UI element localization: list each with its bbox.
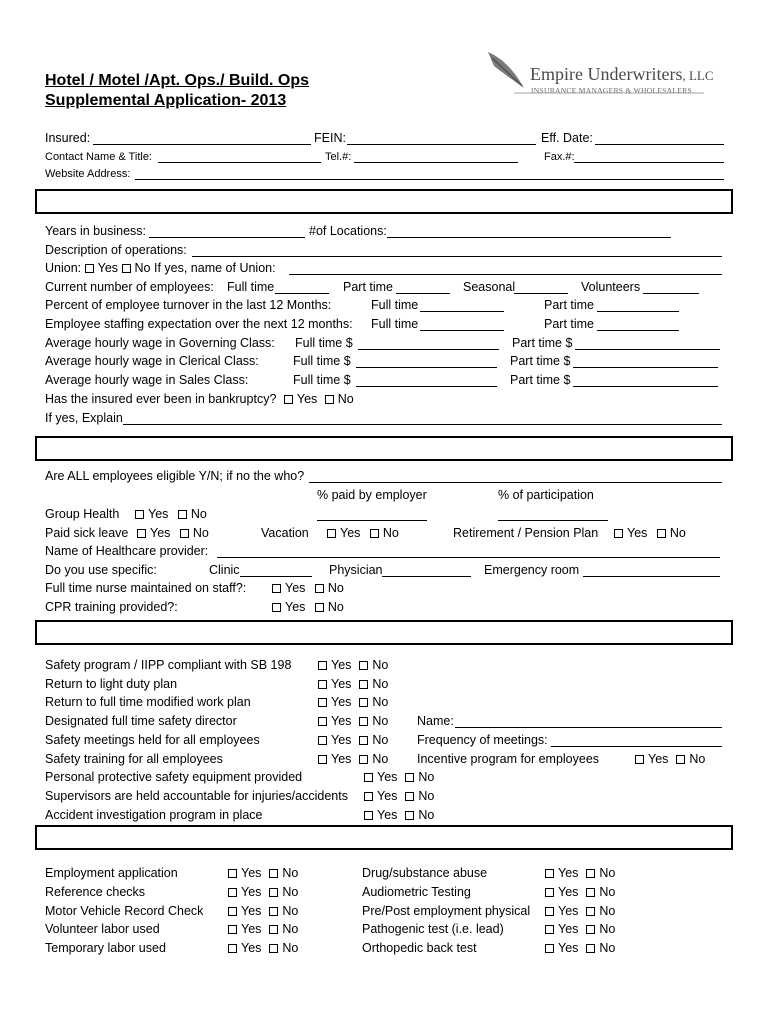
pct-employer-header: % paid by employer	[317, 488, 427, 502]
mvr-no-checkbox[interactable]	[269, 904, 298, 919]
clinic-label: Clinic	[209, 563, 240, 577]
section-divider-2	[35, 436, 733, 461]
investigation-label: Accident investigation program in place	[45, 808, 263, 822]
nurse-no-checkbox[interactable]	[315, 581, 344, 596]
yes-label: Yes	[331, 677, 352, 691]
supervisors-checks	[364, 789, 434, 804]
no-label: No	[372, 677, 389, 691]
no-label: No	[327, 600, 344, 614]
pathogenic-yes-checkbox[interactable]	[545, 922, 578, 937]
training-label: Safety training for all employees	[45, 752, 223, 766]
full-time-plan-checks	[318, 695, 388, 710]
no-label: No	[382, 526, 399, 540]
no-label: No	[599, 885, 616, 899]
light-duty-no-checkbox[interactable]	[359, 677, 388, 692]
union-no-checkbox[interactable]	[122, 261, 151, 276]
no-label: No	[327, 581, 344, 595]
references-yes-checkbox[interactable]	[228, 885, 261, 900]
application-no-checkbox[interactable]	[269, 866, 298, 881]
yes-label: Yes	[241, 941, 262, 955]
no-label: No	[282, 904, 299, 918]
retirement-yes-checkbox[interactable]	[614, 526, 647, 541]
references-checks	[228, 885, 298, 900]
incentive-yes-checkbox[interactable]	[635, 752, 668, 767]
yes-label: Yes	[558, 904, 579, 918]
fax-label: Fax.#:	[544, 151, 575, 163]
group-health-no-checkbox[interactable]	[178, 507, 207, 522]
temporary-label: Temporary labor used	[45, 941, 166, 955]
turnover-part-time-label: Part time	[544, 298, 595, 312]
light-duty-checks	[318, 677, 388, 692]
group-health-yes-checkbox[interactable]	[135, 507, 168, 522]
references-label: Reference checks	[45, 885, 146, 899]
explain-field[interactable]	[123, 424, 722, 425]
union-label: Union:	[45, 261, 82, 275]
no-label: No	[282, 885, 299, 899]
wage-sales-ft-field[interactable]	[356, 386, 497, 387]
description-field[interactable]	[192, 256, 722, 257]
volunteers-field[interactable]	[643, 293, 699, 294]
tel-field[interactable]	[354, 162, 518, 163]
section-divider-1	[35, 189, 733, 214]
volunteer-yes-checkbox[interactable]	[228, 922, 261, 937]
website-field[interactable]	[135, 179, 724, 180]
full-time-plan-no-checkbox[interactable]	[359, 695, 388, 710]
bankruptcy-no-checkbox[interactable]	[325, 392, 354, 407]
union-name-label: If yes, name of Union:	[153, 261, 276, 275]
group-health-checks	[135, 507, 207, 522]
description-label: Description of operations:	[45, 243, 187, 257]
group-health-employer-field[interactable]	[317, 520, 427, 521]
union-name-field[interactable]	[289, 274, 722, 275]
logo-suffix: , LLC	[682, 68, 714, 83]
turnover-label: Percent of employee turnover in the last 12 Months:	[45, 298, 332, 312]
fein-label: FEIN:	[314, 131, 346, 145]
retirement-checks	[614, 526, 686, 541]
years-field[interactable]	[149, 237, 305, 238]
investigation-yes-checkbox[interactable]	[364, 808, 397, 823]
wage-sales-ft-label: Full time $	[293, 373, 351, 387]
no-label: No	[190, 507, 207, 521]
cpr-no-checkbox[interactable]	[315, 600, 344, 615]
meetings-no-checkbox[interactable]	[359, 733, 388, 748]
director-no-checkbox[interactable]	[359, 714, 388, 729]
no-label: No	[669, 526, 686, 540]
director-checks	[318, 714, 388, 729]
frequency-field[interactable]	[551, 746, 722, 747]
supervisors-no-checkbox[interactable]	[405, 789, 434, 804]
paid-sick-yes-checkbox[interactable]	[137, 526, 170, 541]
staffing-full-time-field[interactable]	[420, 330, 504, 331]
prepost-checks	[545, 904, 615, 919]
tel-label: Tel.#:	[325, 151, 352, 163]
no-label: No	[282, 866, 299, 880]
yes-label: Yes	[331, 714, 352, 728]
turnover-full-time-field[interactable]	[420, 311, 504, 312]
section-divider-3	[35, 620, 733, 645]
drug-checks	[545, 866, 615, 881]
director-name-field[interactable]	[455, 727, 722, 728]
yes-label: Yes	[241, 885, 262, 899]
specific-label: Do you use specific:	[45, 563, 157, 577]
group-health-label: Group Health	[45, 507, 120, 521]
current-employees-label: Current number of employees:	[45, 280, 214, 294]
retirement-label: Retirement / Pension Plan	[453, 526, 599, 540]
safety-program-yes-checkbox[interactable]	[318, 658, 351, 673]
wage-governing-pt-label: Part time $	[512, 336, 573, 350]
union-yes-checkbox[interactable]	[85, 261, 118, 276]
turnover-part-time-field[interactable]	[597, 311, 679, 312]
yes-label: Yes	[648, 752, 669, 766]
seasonal-field[interactable]	[514, 293, 568, 294]
audiometric-label: Audiometric Testing	[362, 885, 471, 899]
yes-label: Yes	[558, 885, 579, 899]
meetings-yes-checkbox[interactable]	[318, 733, 351, 748]
logo-name: Empire Underwriters	[530, 64, 683, 84]
section-divider-4	[35, 825, 733, 850]
fax-field[interactable]	[574, 162, 724, 163]
drug-label: Drug/substance abuse	[362, 866, 488, 880]
volunteer-label: Volunteer labor used	[45, 922, 160, 936]
no-label: No	[282, 941, 299, 955]
wage-governing-ft-field[interactable]	[358, 349, 499, 350]
orthopedic-yes-checkbox[interactable]	[545, 941, 578, 956]
wage-governing-ft-label: Full time $	[295, 336, 353, 350]
nurse-checks	[272, 581, 344, 596]
investigation-checks	[364, 808, 434, 823]
no-label: No	[372, 658, 389, 672]
prepost-no-checkbox[interactable]	[586, 904, 615, 919]
wage-sales-label: Average hourly wage in Sales Class:	[45, 373, 249, 387]
meetings-label: Safety meetings held for all employees	[45, 733, 260, 747]
orthopedic-label: Orthopedic back test	[362, 941, 477, 955]
audiometric-yes-checkbox[interactable]	[545, 885, 578, 900]
light-duty-yes-checkbox[interactable]	[318, 677, 351, 692]
supervisors-label: Supervisors are held accountable for injuries/accidents	[45, 789, 348, 803]
cpr-yes-checkbox[interactable]	[272, 600, 305, 615]
yes-label: Yes	[150, 526, 171, 540]
yes-label: Yes	[148, 507, 169, 521]
safety-program-checks	[318, 658, 388, 673]
incentive-checks	[635, 752, 705, 767]
prepost-label: Pre/Post employment physical	[362, 904, 531, 918]
page-subtitle: Supplemental Application- 2013	[45, 92, 287, 109]
safety-program-label: Safety program / IIPP compliant with SB 198	[45, 658, 292, 672]
pathogenic-label: Pathogenic test (i.e. lead)	[362, 922, 504, 936]
frequency-label: Frequency of meetings:	[417, 733, 548, 747]
emergency-field[interactable]	[583, 576, 720, 577]
ppe-yes-checkbox[interactable]	[364, 770, 397, 785]
audiometric-no-checkbox[interactable]	[586, 885, 615, 900]
incentive-no-checkbox[interactable]	[676, 752, 705, 767]
yes-label: Yes	[627, 526, 648, 540]
insured-label: Insured:	[45, 131, 91, 145]
union-row	[45, 261, 276, 276]
no-label: No	[418, 789, 435, 803]
explain-label: If yes, Explain	[45, 411, 123, 425]
volunteer-checks	[228, 922, 298, 937]
yes-label: Yes	[558, 922, 579, 936]
seasonal-label: Seasonal	[463, 280, 516, 294]
temporary-checks	[228, 941, 298, 956]
director-name-label: Name:	[417, 714, 454, 728]
drug-no-checkbox[interactable]	[586, 866, 615, 881]
current-part-time-field[interactable]	[396, 293, 450, 294]
cpr-label: CPR training provided?:	[45, 600, 178, 614]
vacation-checks	[327, 526, 399, 541]
yes-label: Yes	[97, 261, 119, 275]
wage-sales-pt-label: Part time $	[510, 373, 571, 387]
application-checks	[228, 866, 298, 881]
yes-label: Yes	[558, 941, 579, 955]
ppe-label: Personal protective safety equipment provided	[45, 770, 303, 784]
current-part-time-label: Part time	[343, 280, 394, 294]
contact-field[interactable]	[158, 162, 321, 163]
physician-field[interactable]	[382, 576, 471, 577]
paid-sick-checks	[137, 526, 209, 541]
no-label: No	[418, 770, 435, 784]
vacation-yes-checkbox[interactable]	[327, 526, 360, 541]
group-health-participation-field[interactable]	[498, 520, 608, 521]
mvr-label: Motor Vehicle Record Check	[45, 904, 204, 918]
yes-label: Yes	[377, 770, 398, 784]
wage-clerical-pt-label: Part time $	[510, 354, 571, 368]
page-title: Hotel / Motel /Apt. Ops./ Build. Ops	[45, 72, 309, 89]
yes-label: Yes	[331, 658, 352, 672]
no-label: No	[372, 695, 389, 709]
volunteers-label: Volunteers	[581, 280, 641, 294]
no-label: No	[372, 752, 389, 766]
bankruptcy-yes-checkbox[interactable]	[284, 392, 317, 407]
orthopedic-no-checkbox[interactable]	[586, 941, 615, 956]
mvr-yes-checkbox[interactable]	[228, 904, 261, 919]
contact-label: Contact Name & Title:	[45, 151, 152, 163]
nurse-label: Full time nurse maintained on staff?:	[45, 581, 247, 595]
bankruptcy-label: Has the insured ever been in bankruptcy?	[45, 392, 277, 406]
no-label: No	[372, 714, 389, 728]
no-label: No	[282, 922, 299, 936]
wage-clerical-pt-field[interactable]	[573, 367, 718, 368]
orthopedic-checks	[545, 941, 615, 956]
temporary-no-checkbox[interactable]	[269, 941, 298, 956]
staffing-label: Employee staffing expectation over the next 12 months:	[45, 317, 353, 331]
staffing-part-time-field[interactable]	[597, 330, 679, 331]
full-time-plan-yes-checkbox[interactable]	[318, 695, 351, 710]
safety-program-no-checkbox[interactable]	[359, 658, 388, 673]
healthcare-provider-field[interactable]	[217, 557, 720, 558]
supervisors-yes-checkbox[interactable]	[364, 789, 397, 804]
prepost-yes-checkbox[interactable]	[545, 904, 578, 919]
website-label: Website Address:	[45, 168, 131, 180]
pct-participation-header: % of participation	[498, 488, 594, 502]
locations-field[interactable]	[387, 237, 671, 238]
eligible-field[interactable]	[309, 482, 722, 483]
logo-tagline: INSURANCE MANAGERS & WHOLESALERS	[531, 86, 692, 95]
no-label: No	[134, 261, 151, 275]
wage-governing-label: Average hourly wage in Governing Class:	[45, 336, 275, 350]
pathogenic-no-checkbox[interactable]	[586, 922, 615, 937]
staffing-part-time-label: Part time	[544, 317, 595, 331]
physician-label: Physician	[329, 563, 383, 577]
yes-label: Yes	[331, 752, 352, 766]
years-label: Years in business:	[45, 224, 146, 238]
audiometric-checks	[545, 885, 615, 900]
application-yes-checkbox[interactable]	[228, 866, 261, 881]
references-no-checkbox[interactable]	[269, 885, 298, 900]
yes-label: Yes	[331, 733, 352, 747]
no-label: No	[689, 752, 706, 766]
wage-sales-pt-field[interactable]	[573, 386, 718, 387]
yes-label: Yes	[285, 581, 306, 595]
yes-label: Yes	[241, 904, 262, 918]
no-label: No	[599, 922, 616, 936]
eff-date-field[interactable]	[595, 144, 724, 145]
yes-label: Yes	[377, 808, 398, 822]
mvr-checks	[228, 904, 298, 919]
training-checks	[318, 752, 388, 767]
training-yes-checkbox[interactable]	[318, 752, 351, 767]
healthcare-provider-label: Name of Healthcare provider:	[45, 544, 209, 558]
locations-label: #of Locations:	[309, 224, 387, 238]
vacation-no-checkbox[interactable]	[370, 526, 399, 541]
no-label: No	[599, 941, 616, 955]
yes-label: Yes	[285, 600, 306, 614]
director-yes-checkbox[interactable]	[318, 714, 351, 729]
insured-field[interactable]	[93, 144, 311, 145]
no-label: No	[599, 904, 616, 918]
no-label: No	[599, 866, 616, 880]
application-label: Employment application	[45, 866, 178, 880]
eligible-label: Are ALL employees eligible Y/N; if no the who?	[45, 469, 305, 483]
yes-label: Yes	[331, 695, 352, 709]
training-no-checkbox[interactable]	[359, 752, 388, 767]
yes-label: Yes	[241, 922, 262, 936]
wage-clerical-ft-label: Full time $	[293, 354, 351, 368]
wage-clerical-label: Average hourly wage in Clerical Class:	[45, 354, 259, 368]
light-duty-label: Return to light duty plan	[45, 677, 178, 691]
no-label: No	[372, 733, 389, 747]
pathogenic-checks	[545, 922, 615, 937]
no-label: No	[337, 392, 354, 406]
yes-label: Yes	[241, 866, 262, 880]
no-label: No	[192, 526, 209, 540]
nurse-yes-checkbox[interactable]	[272, 581, 305, 596]
meetings-checks	[318, 733, 388, 748]
director-label: Designated full time safety director	[45, 714, 237, 728]
temporary-yes-checkbox[interactable]	[228, 941, 261, 956]
bankruptcy-row	[45, 392, 354, 407]
wage-governing-pt-field[interactable]	[575, 349, 720, 350]
vacation-label: Vacation	[261, 526, 309, 540]
cpr-checks	[272, 600, 344, 615]
retirement-no-checkbox[interactable]	[657, 526, 686, 541]
staffing-full-time-label: Full time	[371, 317, 419, 331]
drug-yes-checkbox[interactable]	[545, 866, 578, 881]
emergency-label: Emergency room	[484, 563, 580, 577]
current-full-time-field[interactable]	[275, 293, 329, 294]
turnover-full-time-label: Full time	[371, 298, 419, 312]
wage-clerical-ft-field[interactable]	[356, 367, 497, 368]
yes-label: Yes	[296, 392, 318, 406]
full-time-plan-label: Return to full time modified work plan	[45, 695, 251, 709]
clinic-field[interactable]	[240, 576, 312, 577]
incentive-label: Incentive program for employees	[417, 752, 600, 766]
volunteer-no-checkbox[interactable]	[269, 922, 298, 937]
ppe-checks	[364, 770, 434, 785]
paid-sick-no-checkbox[interactable]	[180, 526, 209, 541]
yes-label: Yes	[377, 789, 398, 803]
yes-label: Yes	[558, 866, 579, 880]
investigation-no-checkbox[interactable]	[405, 808, 434, 823]
yes-label: Yes	[340, 526, 361, 540]
paid-sick-label: Paid sick leave	[45, 526, 129, 540]
ppe-no-checkbox[interactable]	[405, 770, 434, 785]
eff-date-label: Eff. Date:	[541, 131, 593, 145]
current-full-time-label: Full time	[227, 280, 275, 294]
no-label: No	[418, 808, 435, 822]
fein-field[interactable]	[347, 144, 536, 145]
